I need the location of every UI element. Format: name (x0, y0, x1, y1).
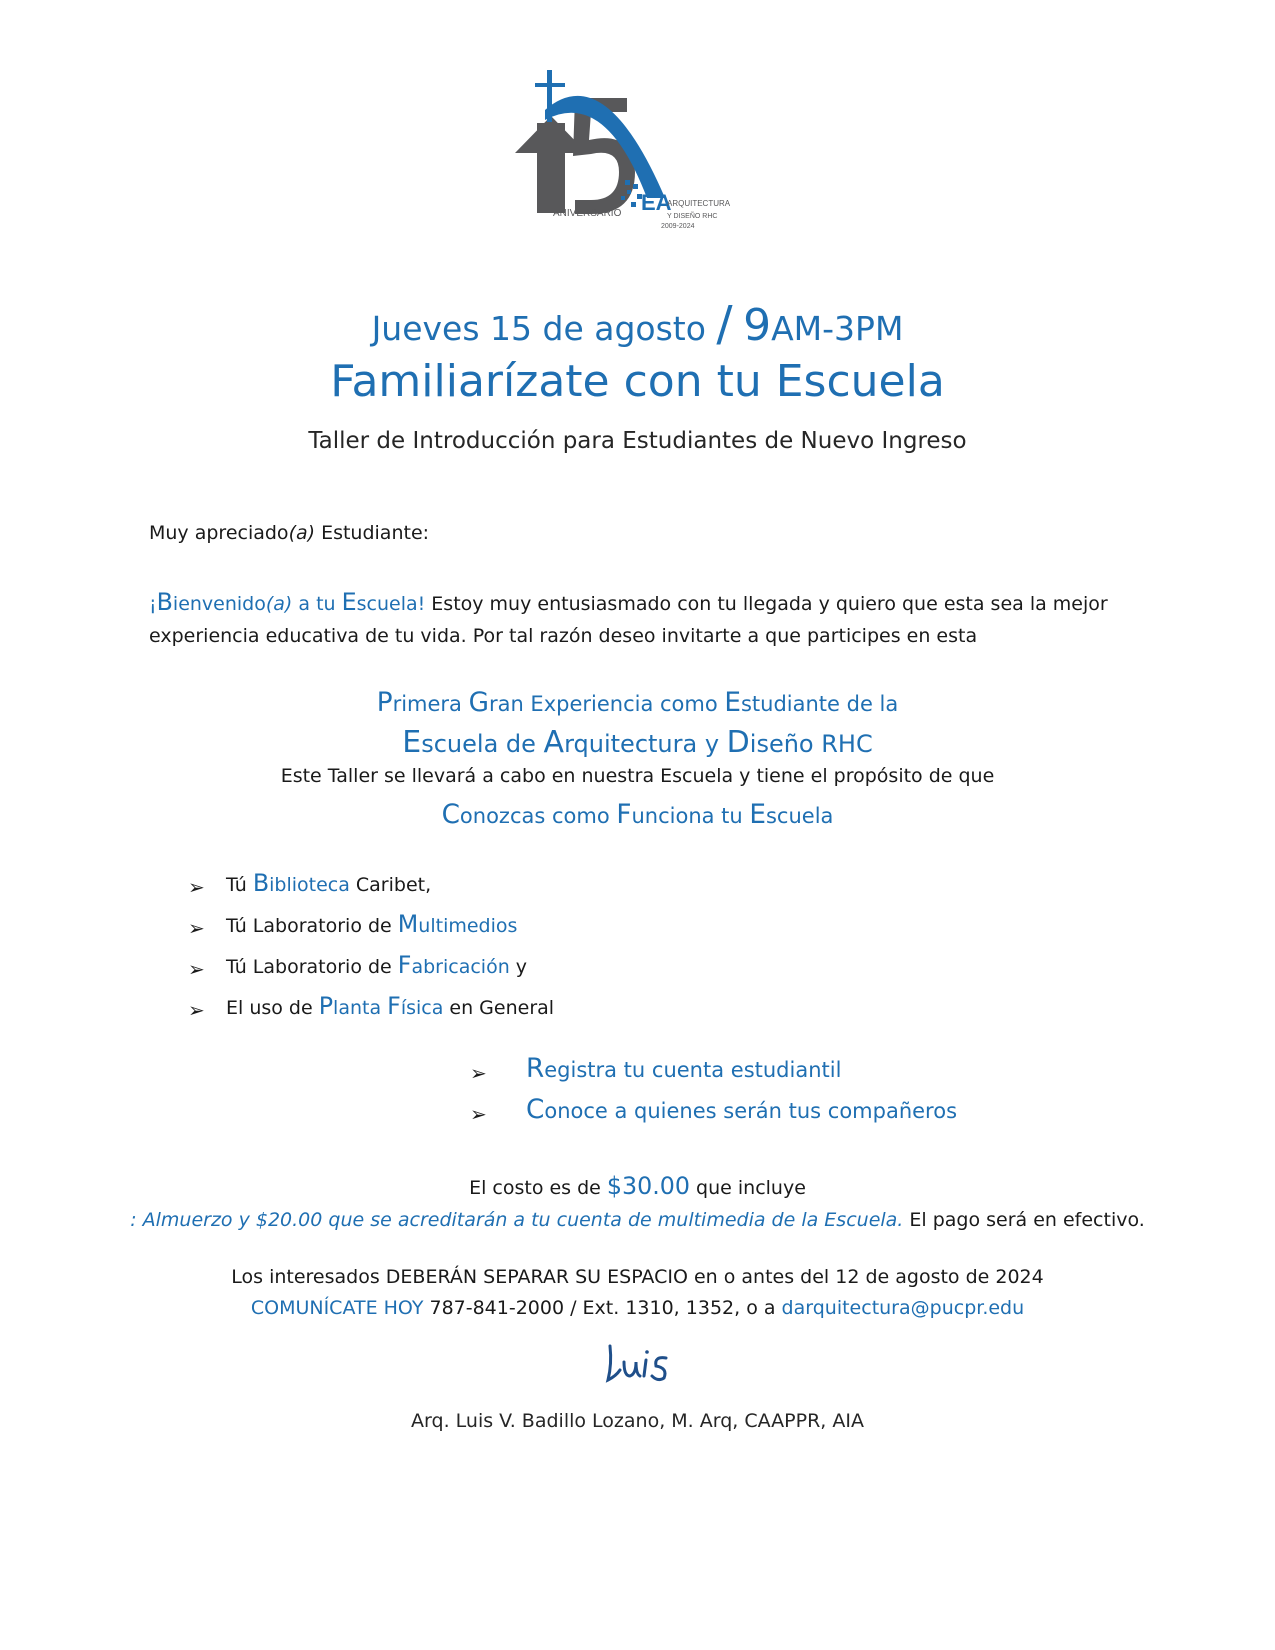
greeting-gender: (a) (288, 522, 316, 544)
registration-deadline (0, 1262, 1275, 1324)
arrow-bullet-icon: ➢ (188, 916, 205, 940)
actions-list (470, 1054, 957, 1136)
cost-includes: que incluye (690, 1177, 806, 1199)
deadline-text: Los interesados DEBERÁN SEPARAR SU ESPACIO en o antes del 12 de agosto de 2024 (231, 1266, 1044, 1288)
logo-school-line2: Y DISEÑO RHC (667, 213, 718, 220)
list-item: ➢ El uso de Planta Física en General (188, 991, 554, 1032)
highlight-first-experience: Primera Gran Experiencia como Estudiante de la (376, 688, 899, 718)
arrow-bullet-icon: ➢ (188, 998, 205, 1022)
cost-details: : Almuerzo y $20.00 que se acreditarán a tu cuenta de multimedia de la Escuela. (130, 1209, 904, 1231)
list-item: ➢ Tú Laboratorio de Fabricación y (188, 950, 554, 991)
logo-cross-horizontal (535, 83, 565, 87)
cost-info (0, 1170, 1275, 1236)
logo-school-line1: ARQUITECTURA (667, 199, 731, 208)
welcome-text: Estoy muy entusiasmado con tu llegada y quiero que esta sea la mejor experiencia educativa de tu vida. Por tal razón deseo invitarte a que participes en esta (149, 593, 1108, 647)
page-subtitle: Taller de Introducción para Estudiantes de Nuevo Ingreso (308, 428, 967, 454)
arrow-bullet-icon: ➢ (188, 875, 205, 899)
page-title: Familiarízate con tu Escuela (330, 356, 945, 407)
facilities-list (188, 868, 554, 1032)
date-slash: / (716, 296, 733, 352)
greeting-text: Muy apreciado (149, 522, 289, 544)
arrow-bullet-icon: ➢ (470, 1102, 487, 1126)
payment-method: El pago será en efectivo. (903, 1209, 1145, 1231)
list-item: ➢ Registra tu cuenta estudiantil (470, 1054, 957, 1095)
highlight-how-school-works: Conozcas como Funciona tu Escuela (441, 800, 834, 830)
highlight-school-name: Escuela de Arquitectura y Diseño RHC (402, 725, 873, 760)
logo-anniversary-text: ANIVERSARIO (553, 208, 622, 219)
contact-cta: COMUNÍCATE HOY (250, 1297, 424, 1319)
time-range: AM-3PM (771, 309, 904, 348)
contact-phone: 787-841-2000 / Ext. 1310, 1352, o a (423, 1297, 782, 1319)
event-date-time (0, 296, 1275, 352)
list-item: ➢ Tú Laboratorio de Multimedios (188, 909, 554, 950)
workshop-purpose: Este Taller se llevará a cabo en nuestra Escuela y tiene el propósito de que (280, 765, 995, 787)
greeting (149, 522, 429, 544)
list-item: ➢ Tú Biblioteca Caribet, (188, 868, 554, 909)
signer-name: Arq. Luis V. Badillo Lozano, M. Arq, CAAPPR, AIA (411, 1410, 864, 1432)
logo-years: 2009-2024 (661, 223, 695, 230)
logo-initials: EA (641, 190, 672, 215)
handwritten-signature (602, 1340, 674, 1386)
welcome-paragraph (149, 586, 1109, 652)
arrow-bullet-icon: ➢ (188, 957, 205, 981)
welcome-highlight: ¡Bienvenido(a) a tu Escuela! (149, 588, 426, 616)
event-date: Jueves 15 de agosto (371, 309, 717, 348)
time-hour: 9 (743, 300, 772, 351)
greeting-recipient: Estudiante: (315, 522, 430, 544)
cost-amount: $30.00 (606, 1172, 691, 1200)
contact-email-link[interactable]: darquitectura@pucpr.edu (781, 1297, 1025, 1319)
arrow-bullet-icon: ➢ (470, 1061, 487, 1085)
cost-label: El costo es de (469, 1177, 607, 1199)
anniversary-logo (515, 68, 775, 248)
list-item: ➢ Conoce a quienes serán tus compañeros (470, 1095, 957, 1136)
